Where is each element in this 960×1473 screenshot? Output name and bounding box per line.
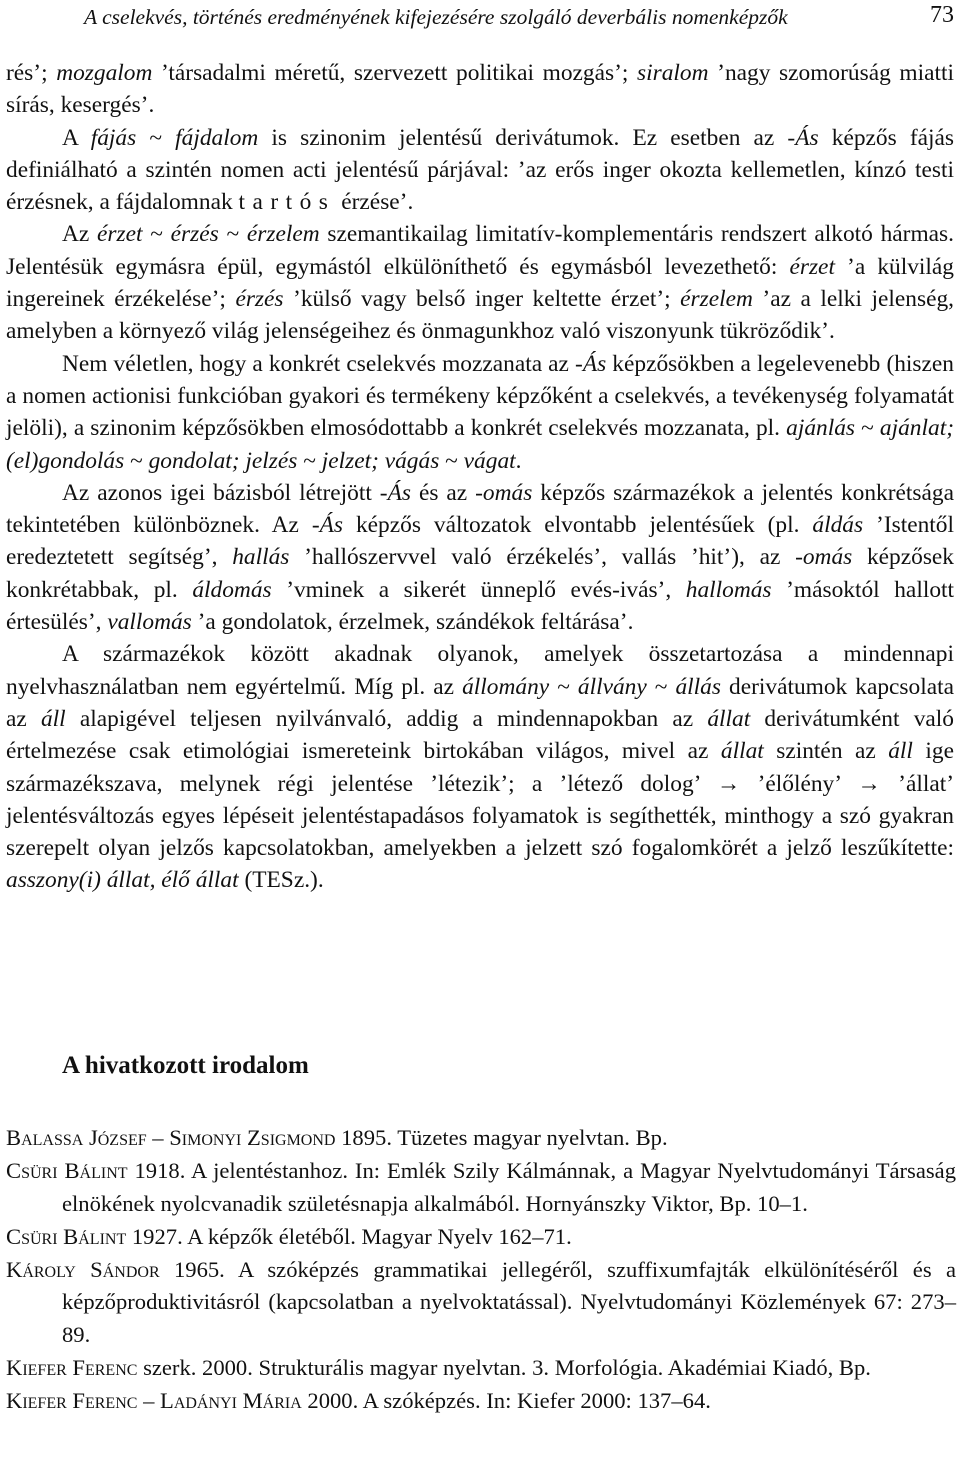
paragraph [6, 348, 954, 477]
text-run: Az azonos igei bázisból létrejött - [62, 479, 388, 506]
text-run: alapigével teljesen nyilvánvaló, addig a mindennapokban az [65, 705, 708, 732]
text-run: ’a gondolatok, érzelmek, szándékok feltárása’. [191, 609, 634, 636]
text-run: ~ [855, 415, 880, 442]
text-run: ~ [218, 221, 247, 248]
text-run: ’a külvilág ingereinek érzékelése’; [6, 253, 954, 313]
italic-term: jelzet; vágás [321, 447, 440, 474]
italic-term: fájás [90, 124, 137, 151]
reference-text: szerk. 2000. Strukturális magyar nyelvtan. 3. Morfológia. Akadémiai Kiadó, Bp. [137, 1355, 871, 1381]
reference-text: 1965. A szóképzés grammatikai jellegéről, szuffixumfajták elkülönítéséről és a képzőproduktivitásról (kapcsolatban a nyelvoktatással). Nyelvtudományi Közlemények 67: 273–89. [62, 1257, 956, 1347]
text-run: szintén az [763, 738, 889, 765]
italic-term: állás [675, 673, 721, 700]
reference-author: Kiefer Ferenc – Ladányi Mária [6, 1388, 302, 1414]
reference-text: 1927. A képzők életéből. Magyar Nyelv 162–71. [126, 1223, 572, 1249]
text-run: képzős változatok elvontabb jelentésűek (pl. [343, 512, 813, 539]
reference-list [6, 1122, 956, 1419]
italic-term: siralom [637, 60, 709, 86]
text-run: ’Istentől eredeztetett segítség’, [6, 512, 954, 571]
page-header [0, 2, 960, 32]
text-run: ~ [142, 221, 171, 248]
italic-term: érzelem [246, 221, 320, 248]
reference-entry [6, 1254, 956, 1351]
reference-text: 2000. A szóképzés. In: Kiefer 2000: 137–64. [301, 1388, 711, 1414]
italic-term: mozgalom [56, 60, 153, 86]
text-run: ’társadalmi méretű, szervezett politikai mozgás’; [152, 60, 638, 86]
reference-text: 1918. A jelentéstanhoz. In: Emlék Szily Kálmánnak, a Magyar Nyelvtudományi Társaság elnökének nyolcvanadik születésnapja alkalmából. Hornyánszky Viktor, Bp. 10–1. [62, 1158, 956, 1216]
paragraph [6, 477, 954, 638]
paragraph [6, 57, 954, 122]
text-run: Az [62, 221, 98, 248]
text-run: ’vminek a sikerét ünneplő evés-ivás’, [271, 576, 686, 603]
text-run: is szinonim jelentésű derivátumok. Ez esetben az - [258, 124, 796, 151]
text-run: érzése’. [335, 189, 414, 216]
reference-entry [6, 1352, 956, 1384]
italic-term: érzelem [680, 286, 753, 313]
reference-author: Károly Sándor [6, 1257, 160, 1283]
italic-term: érzés [170, 221, 219, 248]
italic-term: vágat [463, 447, 516, 474]
italic-term: állat [720, 738, 764, 765]
text-run: ’másoktól hallott értesülés’, [6, 576, 955, 636]
text-run: ’hallószervvel való érzékelés’, vallás ’hit’), az - [289, 544, 803, 571]
reference-entry [6, 1221, 956, 1253]
text-run: ~ [136, 124, 176, 151]
paragraph [6, 122, 954, 219]
reference-entry [6, 1122, 956, 1154]
italic-term: érzés [235, 286, 284, 313]
text-run: ’nagy szomorúság miatti sírás, kesergés’. [6, 60, 955, 119]
text-run: ~ [124, 447, 149, 474]
text-run: és az - [411, 479, 483, 506]
italic-term: Ás [582, 350, 607, 377]
italic-term: Ás [319, 512, 344, 539]
italic-term: érzet [97, 221, 143, 248]
italic-term: fájdalom [175, 124, 259, 151]
references-heading: A hivatkozott irodalom [62, 1052, 309, 1079]
text-run: (TESz.). [238, 867, 324, 894]
text-run: ~ [549, 673, 578, 700]
reference-entry [6, 1385, 956, 1417]
text-run: képzősek konkrétabbak, pl. [6, 544, 954, 603]
text-run: ~ [646, 673, 676, 700]
text-run: szemantikailag limitatív-komplementáris rendszert alkotó hármas. Jelentésük egymásra épül, egymástól elkülöníthető és egymásból levezethető: [6, 221, 954, 280]
text-run: ’külső vagy belső inger keltette érzet’; [283, 286, 681, 313]
italic-term: hallomás [685, 576, 772, 603]
italic-term: ajánlat; (el)gondolás [6, 415, 954, 474]
body-text [6, 57, 954, 897]
italic-term: áll [888, 738, 913, 765]
italic-term: áll [40, 705, 66, 732]
text-run: A [62, 124, 91, 151]
reference-author: Balassa József – Simonyi Zsigmond [6, 1125, 336, 1150]
text-run: derivátumként való értelmezése csak etimológiai ismereteink birtokában világos, mivel az [6, 705, 954, 765]
text-run: ige származékszava, melynek régi jelentése ’létezik’; a ’létező dolog’ → ’élőlény’ → ’állat’ jelentésváltozás egyes lépéseit jelentéstapadásos folyamatok is segíthették, minthogy a szó gyakran szerepelt olyan jelzős kapcsolatokban, amelyekben a jelzett szó fogalomkörét a jelző leszűkítette: [6, 738, 954, 862]
italic-term: asszony(i) állat, élő állat [6, 867, 239, 894]
spaced-emphasis: tartós [238, 189, 336, 216]
italic-term: hallás [232, 544, 290, 571]
italic-term: gondolat; jelzés [148, 447, 298, 474]
italic-term: áldás [812, 512, 864, 539]
italic-term: Ás [795, 124, 819, 151]
reference-text: 1895. Tüzetes magyar nyelvtan. Bp. [335, 1125, 668, 1150]
text-run: képzősökben a legelevenebb (hiszen a nomen actionisi funkcióban gyakori és termékeny képzőként a cselekvés, a tevékenység folyamatát jelöli), a szinonim képzősökben elmosódottabb a konkrét cselekvés mozzanata, pl. [6, 350, 954, 442]
italic-term: Ás [387, 479, 411, 506]
reference-entry [6, 1155, 956, 1220]
text-run: ~ [439, 447, 464, 474]
paragraph [6, 218, 954, 347]
italic-term: állvány [577, 673, 647, 700]
italic-term: vallomás [107, 609, 192, 636]
italic-term: áldomás [192, 576, 272, 603]
italic-term: állat [707, 705, 751, 732]
text-run: ~ [297, 447, 322, 474]
text-run: derivátumok kapcsolata az [6, 673, 954, 732]
text-run: rés’; [6, 60, 57, 86]
text-run: A származékok között akadnak olyanok, amelyek összetartozása a mindennapi nyelvhasználatban nem egyértelmű. Míg pl. az [6, 641, 954, 700]
reference-author: Csüri Bálint [6, 1223, 127, 1249]
running-head: A cselekvés, történés eredményének kifejezésére szolgáló deverbális nomenképzők [84, 5, 788, 29]
text-run: képzős fájás definiálható a szintén nomen acti jelentésű párjával: ’az erős inger okozta kellemetlen, kínzó testi érzésnek, a fájdalomnak [6, 124, 954, 216]
reference-author: Csüri Bálint [6, 1158, 128, 1184]
italic-term: omás [802, 544, 853, 571]
italic-term: omás [482, 479, 533, 506]
paragraph [6, 638, 954, 896]
italic-term: állomány [462, 673, 550, 700]
reference-author: Kiefer Ferenc [6, 1355, 138, 1381]
page-number: 73 [930, 2, 954, 28]
text-run: képzős származékok a jelentés konkrétsága tekintetében különböznek. Az - [6, 479, 954, 539]
italic-term: ajánlás [786, 415, 856, 442]
text-run: . [515, 447, 522, 474]
text-run: Nem véletlen, hogy a konkrét cselekvés mozzanata az - [62, 350, 583, 377]
italic-term: érzet [789, 253, 835, 280]
text-run: ’az a lelki jelenség, amelyben a környező világ jelenségeihez és önmagunkhoz való viszonyunk tükröződik’. [6, 286, 954, 345]
